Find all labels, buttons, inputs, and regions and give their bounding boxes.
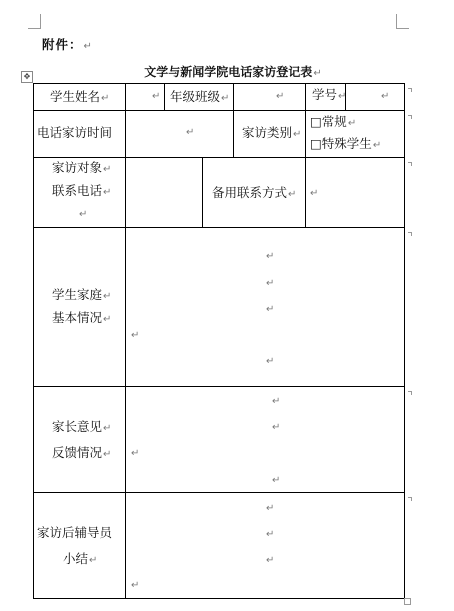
paragraph-mark: ↵ [103, 314, 112, 325]
paragraph-mark: ↵ [266, 503, 275, 514]
contact-label-line1-text: 家访对象 [52, 160, 103, 175]
form-title-text: 文学与新闻学院电话家访登记表 [144, 65, 313, 79]
cell-end-mark: ↵ [101, 93, 110, 104]
paragraph-mark: ↵ [313, 68, 322, 79]
paragraph-mark: ↵ [131, 330, 140, 341]
paragraph-mark: ↵ [266, 278, 275, 289]
table-border [33, 83, 405, 84]
call-time-label [37, 125, 112, 141]
visit-type-label-text: 家访类别 [242, 125, 293, 140]
cell-end-mark: ↵ [293, 129, 302, 140]
table-border [33, 83, 34, 599]
table-border [164, 83, 165, 111]
backup-contact-label [212, 185, 296, 203]
family-label-line2 [52, 310, 111, 328]
family-label-line1-text: 学生家庭 [52, 287, 103, 302]
feedback-label-line2-text: 反馈情况 [52, 445, 103, 460]
table-border [33, 227, 405, 228]
grade-class-label-text: 年级班级 [170, 89, 221, 104]
table-resize-handle[interactable] [404, 598, 411, 605]
student-id-label-text: 学号 [312, 87, 338, 102]
student-name-label [50, 89, 109, 107]
paragraph-mark: ↵ [103, 423, 112, 434]
visit-type-regular-text: □常规 [310, 114, 347, 129]
call-time-label-text: 电话家访时间 [37, 125, 113, 140]
paragraph-mark: ↵ [266, 529, 275, 540]
table-border [305, 110, 306, 158]
table-border [33, 598, 405, 599]
grade-class-label [170, 89, 229, 107]
summary-label-line2-text: 小结 [63, 551, 89, 566]
cell-end-mark: ↵ [221, 93, 230, 104]
family-label-line1 [52, 287, 111, 305]
call-time-field[interactable]: ↵ [186, 127, 195, 138]
paragraph-mark: ↵ [103, 449, 112, 460]
paragraph-mark: ↵ [266, 555, 275, 566]
table-border [33, 386, 405, 387]
feedback-label-line2 [52, 445, 111, 463]
summary-label-line2 [63, 551, 97, 569]
student-id-field[interactable]: ↵ [381, 91, 390, 102]
table-border [404, 83, 405, 599]
student-id-label [312, 87, 346, 105]
backup-contact-field[interactable]: ↵ [310, 188, 319, 199]
crop-mark-top-right [396, 14, 409, 29]
row-end-mark [408, 162, 412, 166]
visit-type-special-text: □特殊学生 [310, 136, 372, 151]
paragraph-mark: ↵ [131, 580, 140, 591]
visit-type-regular-checkbox[interactable] [310, 114, 356, 132]
visit-type-special-checkbox[interactable] [310, 136, 381, 154]
row-end-mark [408, 115, 412, 119]
paragraph-mark: ↵ [83, 41, 93, 52]
family-label-line2-text: 基本情况 [52, 310, 103, 325]
feedback-label-line1-text: 家长意见 [52, 419, 103, 434]
row-end-mark [408, 88, 412, 92]
paragraph-mark: ↵ [266, 356, 275, 367]
table-border [233, 110, 234, 158]
table-border [202, 157, 203, 228]
contact-label-line2-text: 联系电话 [52, 183, 103, 198]
contact-label-line1 [52, 160, 111, 178]
cell-end-mark: ↵ [288, 189, 297, 200]
paragraph-mark: ↵ [103, 291, 112, 302]
feedback-label-line1 [52, 419, 111, 437]
paragraph-mark: ↵ [89, 555, 98, 566]
paragraph-mark: ↵ [266, 251, 275, 262]
backup-contact-label-text: 备用联系方式 [212, 185, 288, 200]
paragraph-mark: ↵ [266, 304, 275, 315]
table-border [305, 83, 306, 111]
summary-label-line1-text: 家访后辅导员 [37, 525, 113, 540]
paragraph-mark: ↵ [347, 118, 357, 129]
table-border [33, 157, 405, 158]
table-border [125, 83, 126, 599]
cell-end-mark: ↵ [338, 91, 347, 102]
paragraph-mark: ↵ [103, 187, 112, 198]
paragraph-mark: ↵ [272, 396, 281, 407]
paragraph-mark: ↵ [131, 448, 140, 459]
attachment-text: 附件： [42, 37, 83, 52]
grade-class-field[interactable]: ↵ [276, 91, 285, 102]
contact-label-line2 [52, 183, 111, 201]
paragraph-mark: ↵ [272, 475, 281, 486]
crop-mark-top-left [28, 14, 41, 29]
paragraph-mark: ↵ [103, 164, 112, 175]
row-end-mark [408, 232, 412, 236]
table-border [233, 83, 234, 111]
table-border [305, 157, 306, 228]
table-border [33, 110, 405, 111]
table-border [33, 492, 405, 493]
form-title [0, 63, 454, 80]
row-end-mark [408, 391, 412, 395]
student-name-label-text: 学生姓名 [50, 89, 101, 104]
paragraph-mark: ↵ [372, 140, 382, 151]
row-end-mark [408, 497, 412, 501]
attachment-label [42, 35, 93, 53]
summary-label-line1 [37, 525, 112, 541]
paragraph-mark: ↵ [272, 422, 281, 433]
paragraph-mark: ↵ [79, 209, 88, 220]
visit-type-label [242, 125, 301, 143]
table-move-handle-icon[interactable]: ✥ [21, 71, 33, 83]
student-name-field[interactable]: ↵ [152, 91, 161, 102]
